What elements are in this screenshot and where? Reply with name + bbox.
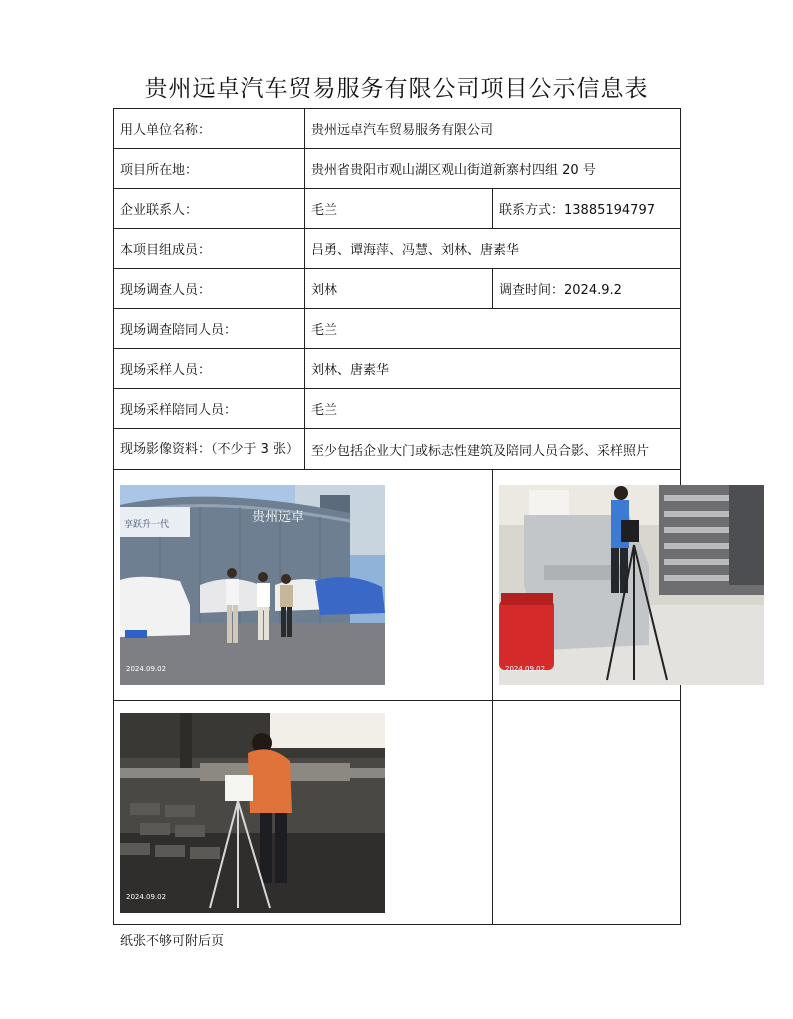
members-value: 吕勇、谭海萍、冯慧、刘林、唐素华: [305, 229, 681, 269]
storefront-photo: [120, 485, 385, 685]
unit-value: 贵州远卓汽车贸易服务有限公司: [305, 109, 681, 149]
images-label: 现场影像资料：（不少于 3 张）: [114, 429, 305, 470]
sampling-photo-2: [120, 713, 385, 913]
photo-timestamp: 2024.09.02: [126, 893, 167, 901]
table-row: [114, 229, 681, 269]
images-value: 至少包括企业大门或标志性建筑及陪同人员合影、采样照片: [305, 429, 681, 470]
sample-escort-label: 现场采样陪同人员：: [114, 389, 305, 429]
footnote: 纸张不够可附后页: [120, 934, 225, 949]
sampling-photo-2-image: [120, 713, 385, 913]
photo-cell-2: [493, 470, 681, 701]
sample-escort-value: 毛兰: [305, 389, 681, 429]
escort-value: 毛兰: [305, 309, 681, 349]
location-label: 项目所在地：: [114, 149, 305, 189]
photo-row: [114, 701, 681, 925]
survey-time-value: 调查时间：2024.9.2: [493, 269, 681, 309]
table-row: [114, 269, 681, 309]
sampling-photo-1: [499, 485, 764, 685]
table-row: [114, 309, 681, 349]
photo-timestamp: 2024.09.02: [126, 665, 167, 673]
contact-label: 企业联系人：: [114, 189, 305, 229]
members-label: 本项目组成员：: [114, 229, 305, 269]
phone-value: 联系方式：13885194797: [493, 189, 681, 229]
photo-cell-3: [114, 701, 493, 925]
sampler-value: 刘林、唐素华: [305, 349, 681, 389]
storefront-sign: 贵州远卓: [252, 510, 305, 525]
photo-row: [114, 470, 681, 701]
unit-label: 用人单位名称：: [114, 109, 305, 149]
people-figures: [226, 568, 293, 643]
table-row: [114, 149, 681, 189]
storefront-photo-image: [120, 485, 385, 685]
survey-label: 现场调查人员：: [114, 269, 305, 309]
sampling-photo-1-image: [499, 485, 764, 685]
storefront-slogan: 享跃升一代: [124, 520, 170, 530]
table-row: [114, 389, 681, 429]
table-row: [114, 189, 681, 229]
photo-timestamp: 2024.09.02: [505, 665, 546, 673]
table-row: [114, 109, 681, 149]
photo-cell-1: [114, 470, 493, 701]
survey-value: 刘林: [305, 269, 493, 309]
location-value: 贵州省贵阳市观山湖区观山街道新寨村四组 20 号: [305, 149, 681, 189]
empty-photo-cell: [493, 701, 681, 925]
info-table: [113, 108, 681, 925]
page-title: 贵州远卓汽车贸易服务有限公司项目公示信息表: [144, 76, 649, 102]
sampler-label: 现场采样人员：: [114, 349, 305, 389]
contact-value: 毛兰: [305, 189, 493, 229]
table-row: [114, 429, 681, 470]
escort-label: 现场调查陪同人员：: [114, 309, 305, 349]
table-row: [114, 349, 681, 389]
